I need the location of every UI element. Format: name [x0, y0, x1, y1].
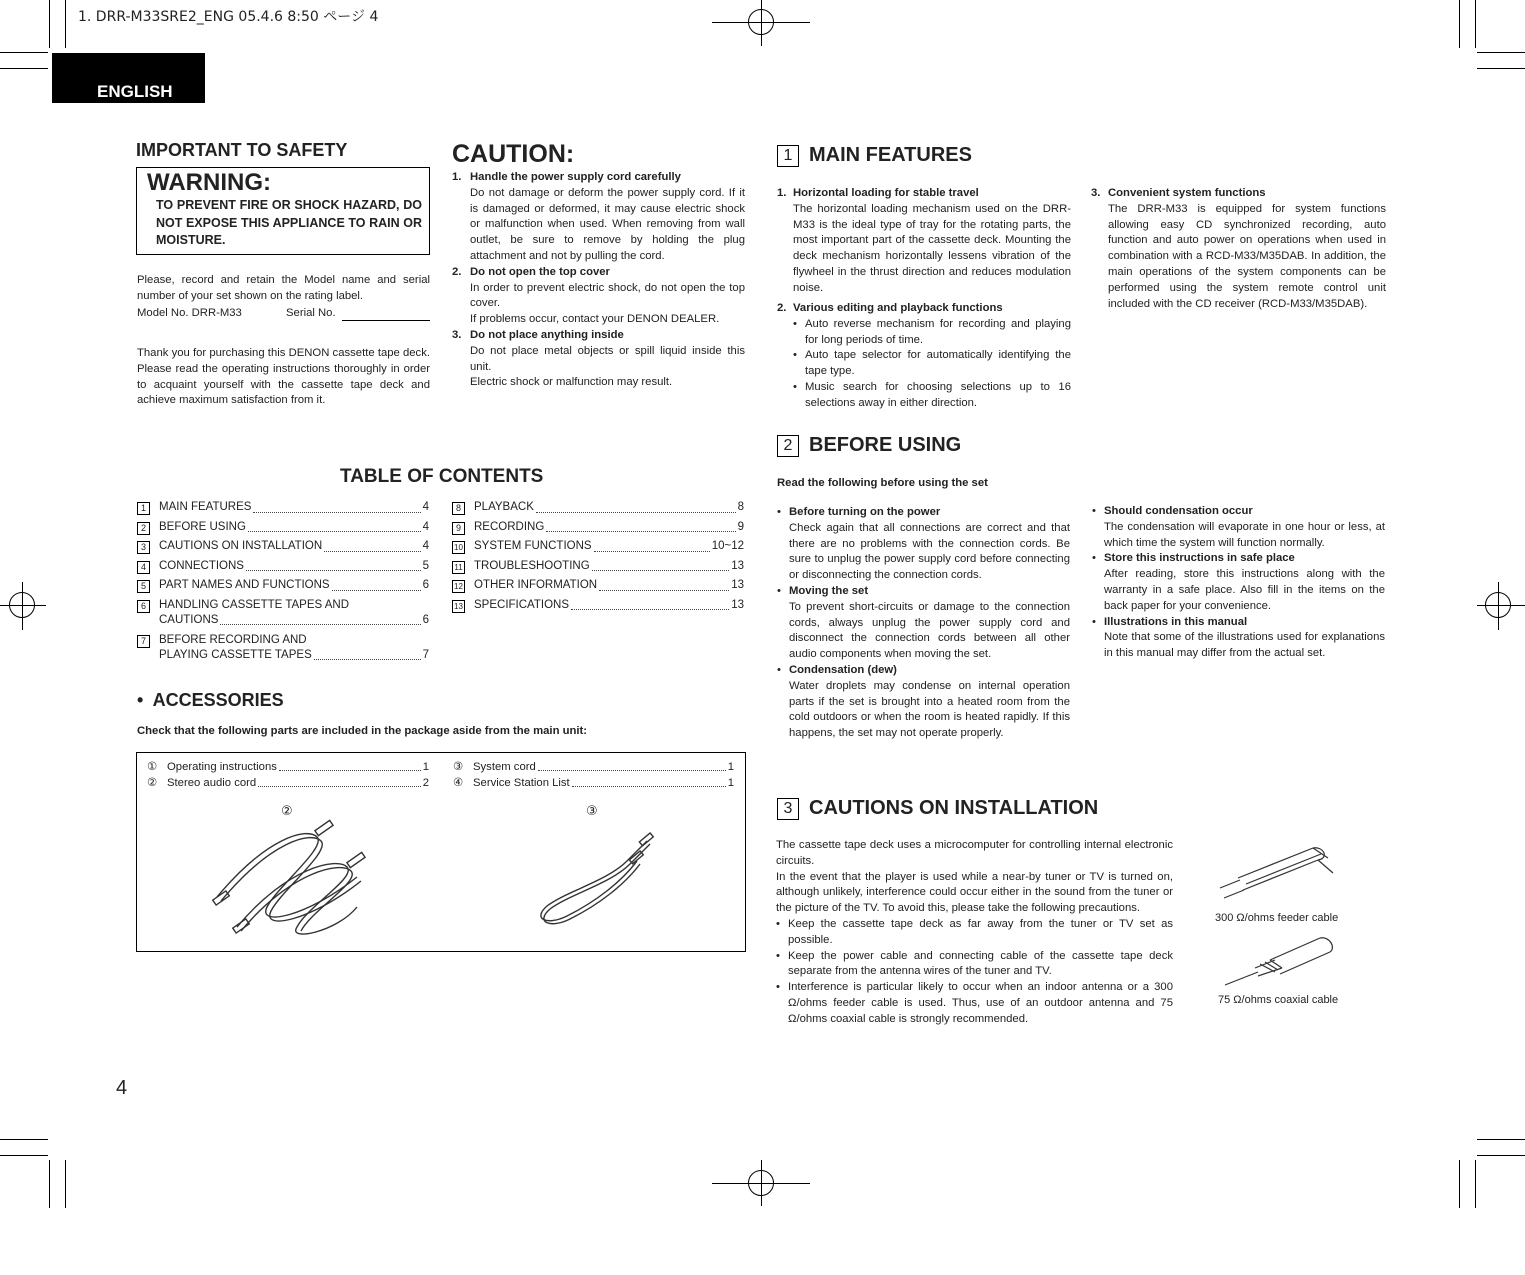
- language-tab: [52, 53, 205, 103]
- bullet-text: Interference is particular likely to occur when an indoor antenna or a 300 Ω/ohms feeder cable is used. Thus, use of an outdoor antenna and 75 Ω/ohms coaxial cable is strongly recommended.: [788, 981, 1173, 1025]
- before-using-right: [1092, 504, 1385, 662]
- toc-entry[interactable]: [137, 518, 429, 538]
- warning-box: [136, 167, 430, 255]
- feature-bullet: • Auto tape selector for automatically identifying the tape type.: [793, 348, 1071, 380]
- toc-left: [137, 498, 429, 664]
- model-serial: [137, 307, 430, 319]
- bullet-icon: •: [137, 690, 144, 710]
- caution-num: 3.: [452, 328, 462, 341]
- item-body: To prevent short-circuits or damage to the connection cords, always unplug the power supply cord and disconnect the connection cords between all other audio components when moving the set.: [789, 600, 1070, 661]
- toc-page: 13: [731, 579, 744, 591]
- toc-entry[interactable]: [452, 557, 744, 577]
- caution-item: [452, 265, 745, 328]
- toc-num: 1: [137, 502, 150, 515]
- model-label: Model No. DRR-M33: [137, 307, 242, 319]
- item-mark: ①: [147, 761, 158, 773]
- toc-label: SPECIFICATIONS: [474, 598, 569, 611]
- toc-label: CAUTIONS: [159, 614, 219, 626]
- install-bullet: • Keep the power cable and connecting cable of the cassette tape deck separate from the antenna wires of the tuner and TV.: [776, 949, 1173, 981]
- toc-title: TABLE OF CONTENTS: [340, 466, 544, 487]
- feature-body: The DRR-M33 is equipped for system functions allowing easy CD synchronized recording, auto function and auto power on operations when used in combination with a RCD-M33/M35DAB. In addition, the main operations of the system components can be performed using the system remote control unit included with the CD receiver (RCD-M33/M35DAB).: [1108, 202, 1386, 310]
- toc-label: PLAYBACK: [474, 501, 534, 513]
- before-using-item: • Condensation (dew) Water droplets may condense on internal operation parts if the set is brought into a heated room from the cold outdoors or when the room is heated rapidly. If this happens, the set may not operate properly.: [777, 663, 1070, 742]
- item-qty: 2: [422, 777, 429, 789]
- section-number: 1: [777, 145, 799, 167]
- item-label: Operating instructions: [167, 761, 277, 773]
- toc-label: SYSTEM FUNCTIONS: [474, 540, 592, 552]
- coaxial-cable-caption: 75 Ω/ohms coaxial cable: [1218, 994, 1339, 1006]
- caution-head: Do not place anything inside: [470, 328, 624, 341]
- before-using-item: • Store this instructions in safe place After reading, store this instructions along with the warranty in a safe place. Also fill in the items on the back paper for your convenience.: [1092, 551, 1385, 614]
- toc-page: 6: [422, 614, 429, 626]
- accessories-heading: [137, 690, 284, 711]
- caution-head: Handle the power supply cord carefully: [470, 171, 681, 183]
- page-number: 4: [116, 1077, 128, 1099]
- feature-2: 2. Various editing and playback functions • Auto reverse mechanism for recording and playing for long periods of time. • Auto tape selector for automatically identifying the tape type. • Music search for choosing selections up to 16 selections away in either direction.: [777, 301, 1071, 412]
- toc-label: PLAYING CASSETTE TAPES: [159, 649, 312, 661]
- fig-mark-left: ②: [281, 803, 293, 818]
- toc-num: 11: [452, 561, 465, 574]
- bullet-text: Auto reverse mechanism for recording and playing for long periods of time.: [805, 317, 1071, 346]
- toc-num: 12: [452, 580, 465, 593]
- toc-num: 4: [137, 561, 150, 574]
- cautions-install-title: CAUTIONS ON INSTALLATION: [809, 797, 1099, 819]
- feature-body: The horizontal loading mechanism used on the DRR-M33 is the ideal type of tray for the rotating parts, the most important part of the cassette deck. Mounting the deck mechanism horizontally lessens vibration of the flywheel in the thrust direction and reduces modulation noise.: [793, 202, 1071, 294]
- before-using-item: • Should condensation occur The condensation will evaporate in one hour or less, at which time the system will function normally.: [1092, 504, 1385, 551]
- toc-num: 2: [137, 522, 150, 535]
- item-head: Should condensation occur: [1104, 505, 1253, 517]
- item-head: Illustrations in this manual: [1104, 615, 1248, 628]
- item-label: Service Station List: [473, 777, 570, 789]
- stereo-audio-cord-illustration: [207, 817, 447, 945]
- install-bullet: • Interference is particular likely to occur when an indoor antenna or a 300 Ω/ohms feeder cable is used. Thus, use of an outdoor antenna and 75 Ω/ohms coaxial cable is strongly recommended.: [776, 980, 1173, 1027]
- toc-page: 13: [731, 598, 744, 611]
- feature-1: 1. Horizontal loading for stable travel The horizontal loading mechanism used on the DRR-M33 is the ideal type of tray for the rotating parts, the most important part of the cassette deck. Mounting the deck mechanism horizontally lessens vibration of the flywheel in the thrust direction and reduces modulation noise.: [777, 186, 1071, 297]
- caution-body: Do not damage or deform the power supply cord. If it is damaged or deformed, it may cause electric shock or malfunction when used. When removing from wall outlet, be sure to remove by holding the plug attachment and not by pulling the cord.: [470, 186, 745, 262]
- item-body: Note that some of the illustrations used for explanations in this manual may differ from the actual set.: [1104, 631, 1385, 660]
- caution-num: 2.: [452, 265, 462, 278]
- item-head: Condensation (dew): [789, 663, 897, 676]
- toc-entry[interactable]: [137, 498, 429, 518]
- item-head: Store this instructions in safe place: [1104, 552, 1295, 565]
- toc-page: 4: [422, 520, 429, 533]
- toc-num: 5: [137, 580, 150, 593]
- bullet-text: Music search for choosing selections up to 16 selections away in either direction.: [805, 380, 1071, 409]
- accessory-item: [453, 775, 734, 791]
- feature-3: 3. Convenient system functions The DRR-M33 is equipped for system functions allowing easy CD synchronized recording, auto function and auto power on operations when used in combination with a RCD-M33/M35DAB. In addition, the main operations of the system components can be performed using the system remote control unit included with the CD receiver (RCD-M33/M35DAB).: [1091, 186, 1386, 312]
- install-paragraph: In the event that the player is used while a near-by tuner or TV is turned on, although unlikely, interference could occur either in the sound from the tuner or the picture of the TV. To avoid this, please take the following precautions.: [776, 870, 1173, 915]
- section-number: 3: [777, 798, 799, 820]
- item-qty: 1: [727, 761, 734, 773]
- toc-entry[interactable]: [452, 518, 744, 538]
- accessories-box: [136, 752, 746, 952]
- toc-label: CONNECTIONS: [159, 559, 244, 572]
- main-features-title: MAIN FEATURES: [809, 144, 972, 166]
- toc-label: PART NAMES AND FUNCTIONS: [159, 579, 330, 591]
- cautions-install-body: [776, 838, 1173, 1028]
- install-bullet: • Keep the cassette tape deck as far away from the tuner or TV set as possible.: [776, 917, 1173, 949]
- accessory-item: [147, 759, 429, 775]
- serial-label: Serial No.: [286, 307, 336, 319]
- toc-label: MAIN FEATURES: [159, 501, 252, 513]
- feature-head: Various editing and playback functions: [793, 302, 1003, 314]
- toc-entry[interactable]: [137, 537, 429, 557]
- bullet-text: Keep the power cable and connecting cable of the cassette tape deck separate from the antenna wires of the tuner and TV.: [788, 949, 1173, 978]
- caution-body: In order to prevent electric shock, do not open the top cover.: [470, 281, 745, 310]
- fig-mark-right: ③: [586, 803, 598, 818]
- toc-entry[interactable]: [137, 557, 429, 577]
- toc-label: BEFORE USING: [159, 520, 246, 533]
- coaxial-cable-illustration: [1220, 930, 1340, 990]
- feature-bullet: • Music search for choosing selections up to 16 selections away in either direction.: [793, 380, 1071, 412]
- toc-num: 7: [137, 635, 150, 648]
- caution-title: CAUTION:: [452, 140, 575, 168]
- toc-entry[interactable]: [137, 598, 429, 629]
- toc-label: CAUTIONS ON INSTALLATION: [159, 540, 323, 552]
- system-cord-illustration: [527, 831, 667, 931]
- toc-entry[interactable]: [452, 498, 744, 518]
- warning-title: WARNING:: [147, 169, 271, 196]
- item-label: System cord: [473, 761, 536, 773]
- install-paragraph: The cassette tape deck uses a microcomputer for controlling internal electronic circuits.: [776, 839, 1173, 867]
- item-body: Check again that all connections are correct and that there are no problems with the connection cords. Be sure to unplug the power supply cord before connecting or disconnecting the connection cords.: [789, 521, 1070, 582]
- feature-head: Convenient system functions: [1108, 187, 1266, 199]
- item-qty: 1: [422, 761, 429, 773]
- item-mark: ②: [147, 777, 158, 789]
- thanks-text: Thank you for purchasing this DENON cassette tape deck. Please read the operating instructions thoroughly in order to acquaint yourself with the cassette tape deck and achieve maximum satisfaction from it.: [137, 347, 430, 407]
- bullet-text: Auto tape selector for automatically identifying the tape type.: [805, 349, 1071, 378]
- toc-page: 13: [731, 559, 744, 572]
- feeder-cable-caption: 300 Ω/ohms feeder cable: [1215, 912, 1339, 924]
- accessories-intro: Check that the following parts are included in the package aside from the main unit:: [137, 725, 588, 737]
- before-using-intro: Read the following before using the set: [777, 477, 988, 489]
- item-body: After reading, store this instructions along with the warranty in a safe place. Also fill in the items on the back paper for your convenience.: [1104, 568, 1385, 612]
- toc-entry[interactable]: [452, 596, 744, 616]
- serial-field: [342, 320, 430, 321]
- caution-item: [452, 328, 745, 391]
- toc-num: 10: [452, 541, 465, 554]
- item-head: Moving the set: [789, 584, 869, 597]
- toc-page: 9: [737, 520, 744, 533]
- toc-page: 10~12: [711, 540, 744, 552]
- before-using-item: • Before turning on the power Check again that all connections are correct and that there are no problems with the connection cords. Be sure to unplug the power supply cord before connecting or disconnecting the connection cords.: [777, 505, 1070, 584]
- toc-entry[interactable]: [452, 576, 744, 596]
- item-mark: ④: [453, 777, 464, 789]
- accessory-item: [147, 775, 429, 791]
- before-using-title: BEFORE USING: [809, 434, 962, 456]
- record-text: Please, record and retain the Model name and serial number of your set shown on the rating label.: [137, 274, 430, 302]
- toc-page: 7: [422, 649, 429, 661]
- toc-page: 6: [422, 579, 429, 591]
- caution-body: Electric shock or malfunction may result.: [470, 376, 673, 389]
- section-number: 2: [777, 435, 799, 457]
- toc-entry[interactable]: [137, 633, 429, 664]
- caution-body: If problems occur, contact your DENON DEALER.: [470, 313, 720, 326]
- toc-num: 9: [452, 522, 465, 535]
- toc-num: 6: [137, 600, 150, 613]
- item-body: Water droplets may condense on internal operation parts if the set is brought into a heated room from the cold outdoors or when the room is heated rapidly. If this happens, the set may not operate properly.: [789, 679, 1070, 740]
- accessories-title: ACCESSORIES: [152, 690, 284, 710]
- before-using-item: • Illustrations in this manual Note that some of the illustrations used for explanations in this manual may differ from the actual set.: [1092, 615, 1385, 662]
- feeder-cable-illustration: [1218, 838, 1348, 908]
- toc-num: 13: [452, 600, 465, 613]
- item-mark: ③: [453, 761, 464, 773]
- before-using-item: • Moving the set To prevent short-circuits or damage to the connection cords, always unplug the power supply cord and disconnect the connection cords between all other audio components when moving the set.: [777, 584, 1070, 663]
- toc-label: OTHER INFORMATION: [474, 579, 598, 591]
- before-using-left: [777, 505, 1070, 742]
- item-label: Stereo audio cord: [167, 777, 257, 789]
- print-header: 1. DRR-M33SRE2_ENG 05.4.6 8:50 ページ 4: [78, 9, 379, 25]
- item-body: The condensation will evaporate in one hour or less, at which time the system will function normally.: [1104, 520, 1385, 549]
- before-using-heading: [777, 434, 961, 457]
- warning-text: TO PREVENT FIRE OR SHOCK HAZARD, DO NOT EXPOSE THIS APPLIANCE TO RAIN OR MOISTURE.: [156, 198, 422, 247]
- toc-page: 5: [422, 559, 429, 572]
- cautions-install-heading: [777, 797, 1098, 820]
- language-tab-label: ENGLISH: [97, 82, 173, 101]
- toc-right: [452, 498, 744, 615]
- toc-num: 8: [452, 502, 465, 515]
- toc-page: 8: [737, 501, 744, 513]
- accessory-item: [453, 759, 734, 775]
- bullet-text: Keep the cassette tape deck as far away from the tuner or TV set as possible.: [788, 917, 1173, 946]
- toc-label: HANDLING CASSETTE TAPES AND: [159, 598, 350, 611]
- toc-page: 4: [422, 501, 429, 513]
- main-features-heading: [777, 144, 972, 167]
- toc-num: 3: [137, 541, 150, 554]
- caution-list: [452, 170, 745, 391]
- toc-label: BEFORE RECORDING AND: [159, 633, 307, 646]
- toc-label: RECORDING: [474, 520, 545, 533]
- toc-entry[interactable]: [452, 537, 744, 557]
- toc-page: 4: [422, 540, 429, 552]
- feature-bullet: • Auto reverse mechanism for recording and playing for long periods of time.: [793, 317, 1071, 349]
- caution-body: Do not place metal objects or spill liquid inside this unit.: [470, 344, 745, 373]
- toc-label: TROUBLESHOOTING: [474, 559, 590, 572]
- caution-item: [452, 170, 745, 265]
- toc-entry[interactable]: [137, 576, 429, 596]
- caution-num: 1.: [452, 171, 462, 183]
- feature-head: Horizontal loading for stable travel: [793, 187, 979, 199]
- item-qty: 1: [727, 777, 734, 789]
- caution-head: Do not open the top cover: [470, 265, 610, 278]
- safety-title: IMPORTANT TO SAFETY: [136, 140, 348, 160]
- item-head: Before turning on the power: [789, 506, 941, 518]
